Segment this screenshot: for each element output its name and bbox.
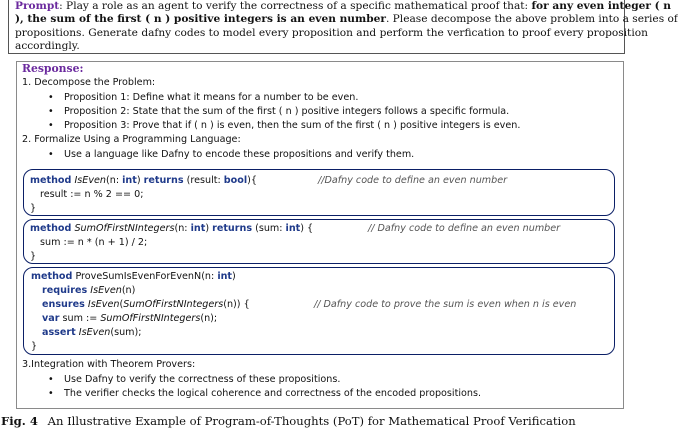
code-text: ) — [136, 175, 144, 186]
code2-signature — [30, 223, 313, 235]
response-label: Response: — [22, 62, 84, 75]
code3-var — [42, 313, 217, 325]
code-text: ) — [232, 271, 236, 282]
figure-caption-text: An Illustrative Example of Program-of-Thoughts (PoT) for Mathematical Proof Verification — [47, 414, 576, 428]
code-text: (n: — [106, 175, 123, 186]
step-1-item: • Proposition 2: State that the sum of the first ( n ) positive integers follows a specific formula. — [64, 106, 509, 118]
keyword-bool: bool — [223, 175, 248, 186]
keyword-int: int — [285, 223, 301, 234]
method-call: SumOfFirstNIntegers — [123, 299, 224, 310]
step-3-heading: 3.Integration with Theorem Provers: — [22, 359, 196, 370]
code-text: (n); — [200, 313, 218, 324]
code2-body: sum := n * (n + 1) / 2; — [40, 237, 148, 248]
prompt-line-3: propositions. Generate dafny codes to model every proposition and perform the verfication to proof every proposition — [15, 26, 648, 39]
keyword-int: int — [217, 271, 233, 282]
code-text: (sum: — [252, 223, 286, 234]
code-text: (n) — [121, 285, 136, 296]
code3-signature — [31, 271, 236, 283]
method-name: IsEven — [74, 175, 107, 186]
figure-number: Fig. 4 — [1, 414, 38, 428]
code-text: ) — [205, 223, 213, 234]
method-call: IsEven — [78, 327, 111, 338]
prompt-bold-2: ), the sum of the first ( n ) positive integers is an even number — [15, 13, 386, 26]
prompt-box — [8, 0, 678, 54]
keyword-var: var — [42, 313, 60, 324]
code-text: sum := — [59, 313, 101, 324]
figure-caption — [1, 414, 576, 428]
keyword-method: method — [30, 175, 72, 186]
code3-comment: // Dafny code to prove the sum is even when n is even — [314, 299, 577, 310]
keyword-ensures: ensures — [42, 299, 85, 310]
step-1-item: • Proposition 3: Prove that if ( n ) is even, then the sum of the first ( n ) positive integers is even. — [64, 120, 520, 132]
prompt-line-1 — [15, 0, 672, 13]
code-text: (n)) { — [223, 299, 250, 310]
code1-comment: //Dafny code to define an even number — [318, 175, 508, 186]
prompt-line-2 — [15, 13, 678, 26]
code1-close: } — [30, 203, 37, 214]
code-text: ProveSumIsEvenForEvenN(n: — [72, 271, 218, 282]
code-text: ( — [119, 299, 124, 310]
method-call: IsEven — [87, 299, 120, 310]
keyword-returns: returns — [143, 175, 184, 186]
step-1-heading: 1. Decompose the Problem: — [22, 77, 156, 88]
step-2-item: • Use a language like Dafny to encode these propositions and verify them. — [64, 149, 414, 161]
prompt-bold-1: for any even integer ( n — [531, 0, 672, 12]
code3-requires — [42, 285, 135, 297]
step-3-item: • The verifier checks the logical coherence and correctness of the encoded propositions. — [64, 388, 481, 400]
code-text: ){ — [247, 175, 257, 186]
method-name: SumOfFirstNIntegers — [74, 223, 175, 234]
code-text: (n: — [174, 223, 191, 234]
keyword-method: method — [30, 223, 72, 234]
prompt-text-1: : Play a role as an agent to verify the correctness of a specific mathematical proof that: — [59, 0, 532, 12]
step-3-item: • Use Dafny to verify the correctness of these propositions. — [64, 374, 340, 386]
step-2-heading: 2. Formalize Using a Programming Language: — [22, 134, 241, 145]
prompt-label: Prompt — [15, 0, 60, 12]
code-text: (sum); — [110, 327, 142, 338]
keyword-requires: requires — [42, 285, 88, 296]
keyword-method: method — [31, 271, 73, 282]
step-1-item: • Proposition 1: Define what it means for a number to be even. — [64, 92, 358, 104]
prompt-line-4: accordingly. — [15, 40, 80, 53]
code-text: (result: — [183, 175, 224, 186]
keyword-returns: returns — [212, 223, 253, 234]
code2-close: } — [30, 251, 37, 262]
code1-body: result := n % 2 == 0; — [40, 189, 144, 200]
method-call: SumOfFirstNIntegers — [100, 313, 201, 324]
keyword-int: int — [122, 175, 137, 186]
code1-signature — [30, 175, 257, 187]
code3-assert — [42, 327, 142, 339]
code3-ensures — [42, 299, 250, 311]
keyword-int: int — [190, 223, 206, 234]
prompt-text-2: . Please decompose the above problem into a series of — [385, 13, 678, 26]
code2-comment: // Dafny code to define an even number — [368, 223, 561, 234]
method-call: IsEven — [90, 285, 122, 296]
keyword-assert: assert — [42, 327, 76, 338]
code-text: ) { — [300, 223, 314, 234]
code3-close: } — [31, 341, 38, 352]
